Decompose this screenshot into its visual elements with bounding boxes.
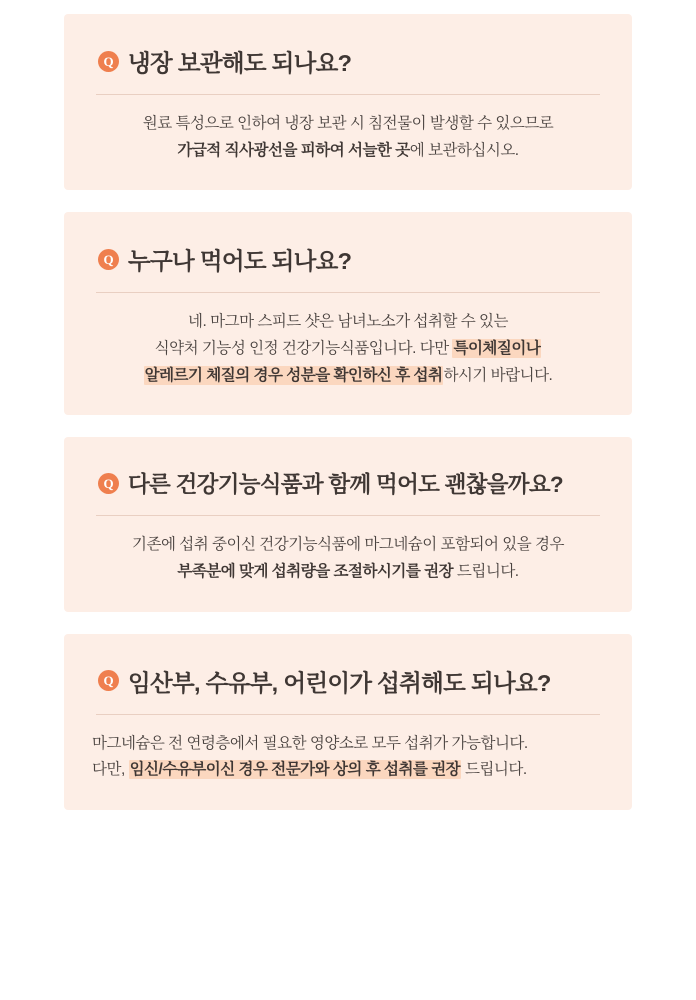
faq-question-text: 냉장 보관해도 되나요? xyxy=(128,50,352,76)
faq-question-text: 다른 건강기능식품과 함께 먹어도 괜찮을까요? xyxy=(128,472,563,498)
answer-tail: 드립니다. xyxy=(453,562,519,580)
answer-line xyxy=(92,757,604,784)
question-badge-icon: Q xyxy=(98,670,119,691)
answer-line xyxy=(92,138,604,165)
faq-question xyxy=(92,44,604,78)
divider xyxy=(96,292,600,293)
answer-tail: 에 보관하십시오. xyxy=(409,141,519,159)
answer-line: 마그네슘은 전 연령층에서 필요한 영양소로 모두 섭취가 가능합니다. xyxy=(92,734,528,752)
faq-question-text: 임산부, 수유부, 어린이가 섭취해도 되나요? xyxy=(128,669,551,696)
faq-card-refrigeration xyxy=(64,14,632,190)
faq-card-with-other-supplements xyxy=(64,437,632,611)
faq-question xyxy=(92,467,604,499)
answer-head: 식약처 기능성 인정 건강기능식품입니다. 다만 xyxy=(154,339,453,357)
question-badge-icon: Q xyxy=(98,51,119,72)
faq-card-pregnant-children xyxy=(64,634,632,810)
question-badge-icon: Q xyxy=(98,473,119,494)
answer-highlight: 임신/수유부이신 경우 전문가와 상의 후 섭취를 권장 xyxy=(129,761,461,779)
answer-tail: 드립니다. xyxy=(461,761,527,779)
answer-tail: 하시기 바랍니다. xyxy=(443,366,553,384)
answer-line xyxy=(92,363,604,390)
answer-highlight: 특이체질이나 xyxy=(453,339,541,357)
faq-answer xyxy=(92,309,604,389)
answer-emphasis: 부족분에 맞게 섭취량을 조절하시기를 권장 xyxy=(177,562,454,580)
divider xyxy=(96,714,600,715)
faq-question xyxy=(92,242,604,276)
divider xyxy=(96,515,600,516)
answer-line xyxy=(92,559,604,586)
answer-line: 원료 특성으로 인하여 냉장 보관 시 침전물이 발생할 수 있으므로 xyxy=(142,115,554,132)
faq-question xyxy=(92,664,604,698)
faq-answer xyxy=(92,532,604,585)
faq-answer xyxy=(92,731,604,784)
faq-answer xyxy=(92,111,604,164)
answer-emphasis: 가급적 직사광선을 피하여 서늘한 곳 xyxy=(177,141,410,159)
answer-head: 다만, xyxy=(92,761,129,779)
faq-question-text: 누구나 먹어도 되나요? xyxy=(128,248,352,275)
answer-highlight: 알레르기 체질의 경우 성분을 확인하신 후 섭취 xyxy=(144,366,443,384)
answer-line: 기존에 섭취 중이신 건강기능식품에 마그네슘이 포함되어 있을 경우 xyxy=(132,536,564,554)
divider xyxy=(96,94,600,95)
answer-line: 네. 마그마 스피드 샷은 남녀노소가 섭취할 수 있는 xyxy=(188,313,508,331)
faq-card-who-can-take xyxy=(64,212,632,415)
answer-line xyxy=(92,336,604,363)
question-badge-icon: Q xyxy=(98,249,119,270)
